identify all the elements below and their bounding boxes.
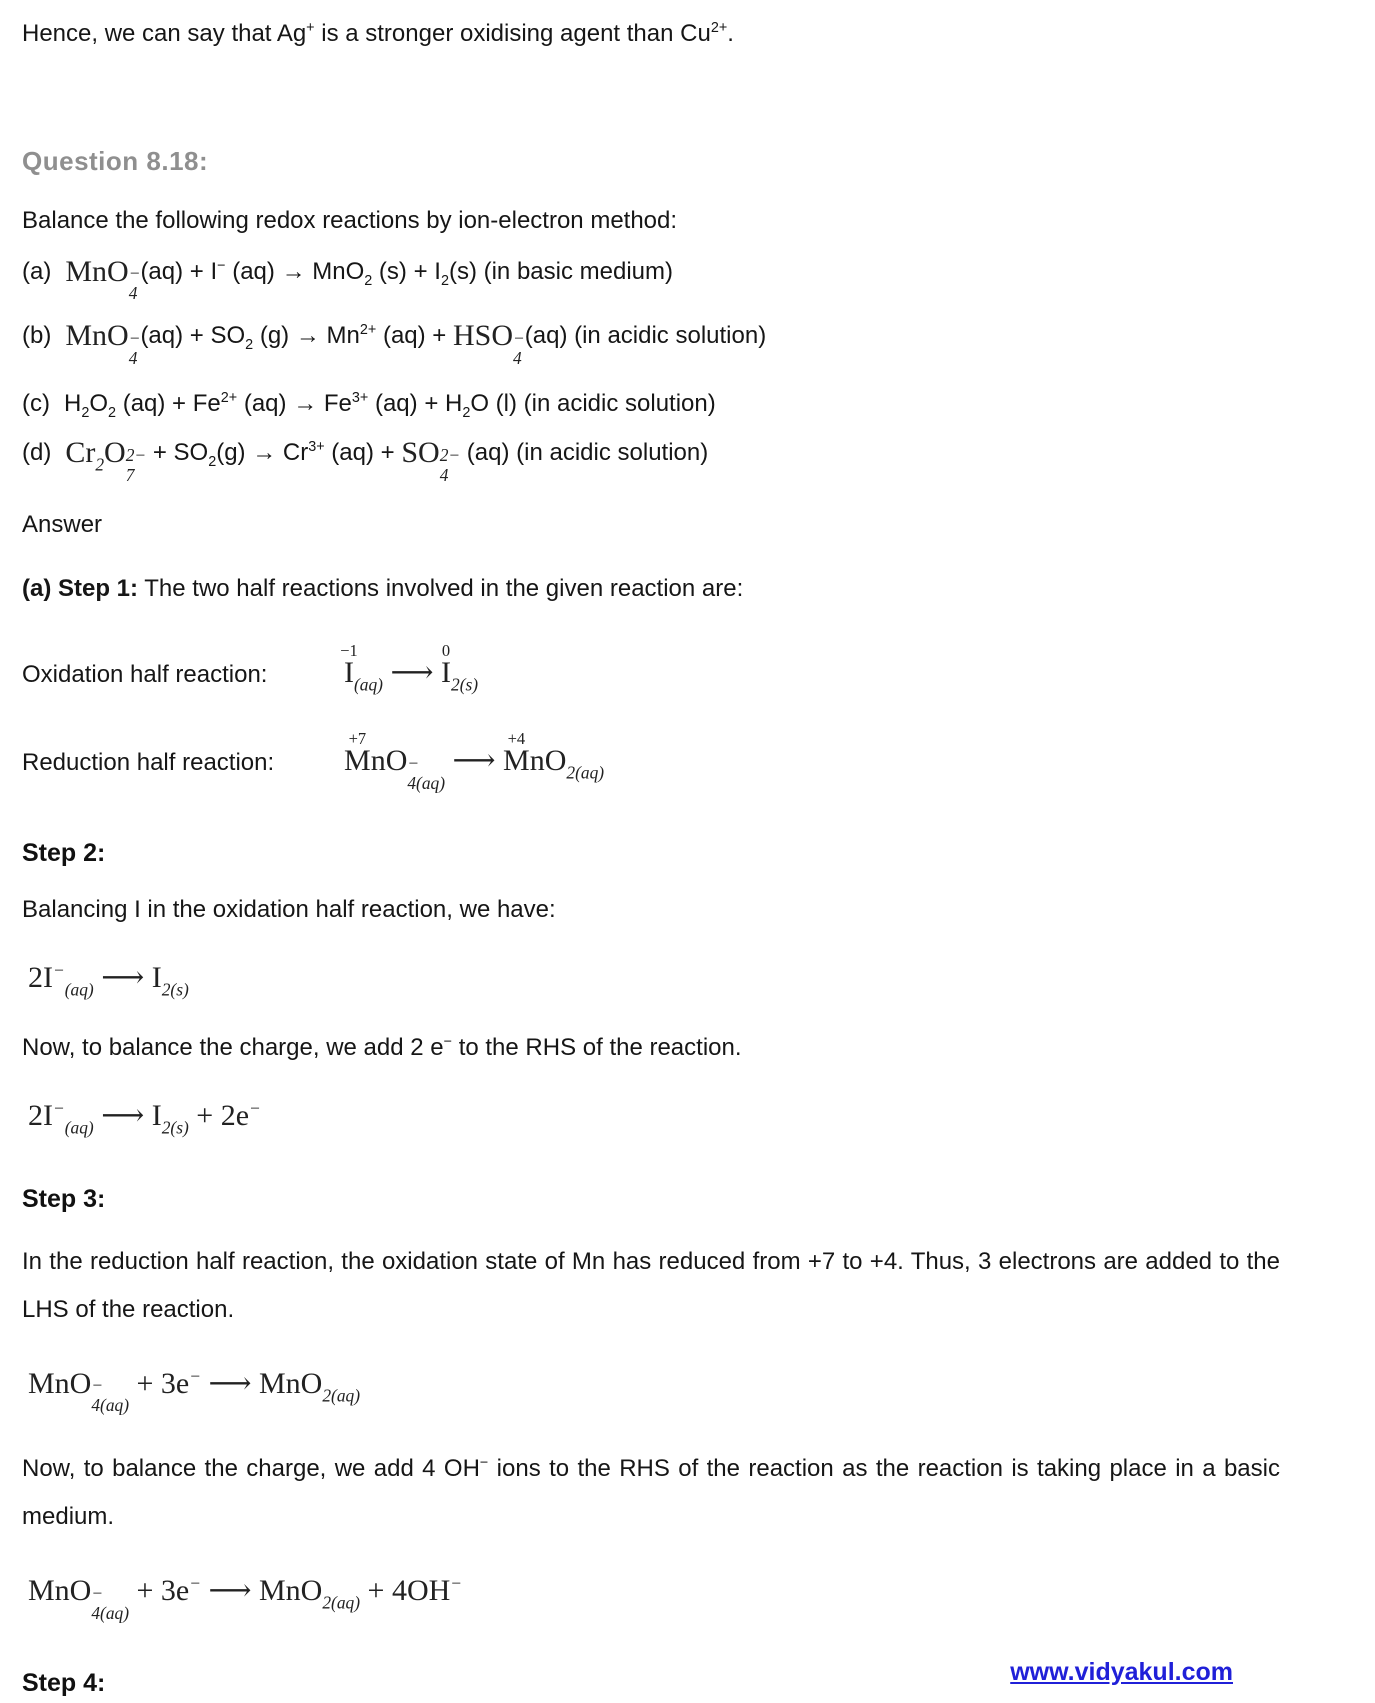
- reaction-formula: MnO − 4: [65, 319, 141, 368]
- half-reaction-equation: +7 MnO − 4(aq) ⟶ +4 MnO$_{2(aq)}$: [344, 729, 605, 793]
- reaction-formula: MnO − 4: [65, 255, 141, 304]
- reaction-text: $(aq) + SO_2$ $(g) \to Mn^{2+}$ (aq) +: [140, 322, 453, 354]
- vidyakul-link[interactable]: www.vidyakul.com: [1010, 1658, 1233, 1686]
- step3-note: Now, to balance the charge, we add 4 OH− ions to the RHS of the reaction as the reaction is taking place in a basic medium.: [22, 1455, 1280, 1531]
- reaction-text: (aq) (in acidic solution): [460, 439, 709, 467]
- reaction-label: (a): [22, 258, 52, 285]
- step2-text: Balancing I in the oxidation half reaction, we have:: [22, 895, 556, 923]
- question-heading: Question 8.18:: [22, 146, 209, 176]
- step2-heading: Step 2:: [22, 838, 106, 867]
- step3-equation-2: MnO − 4(aq) + 3e− ⟶ MnO$_{2(aq)}$ + 4OH−: [28, 1573, 463, 1623]
- question-prompt: Balance the following redox reactions by ion-electron method:: [22, 207, 678, 234]
- step3-text: In the reduction half reaction, the oxidation state of Mn has reduced from +7 to +4. Thus, 3 electrons are added to the LHS of the reaction.: [22, 1247, 1280, 1323]
- step2-equation-1: $2I^-_{(aq)}$ ⟶ $I_{2(s)}$: [28, 959, 189, 1000]
- reaction-formula: HSO − 4: [452, 319, 525, 368]
- step1-line: [22, 571, 1280, 607]
- reaction-item: [22, 255, 1280, 303]
- half-reaction-label: Reduction half reaction:: [22, 749, 275, 777]
- reaction-label: (d): [22, 439, 52, 467]
- step1-text: The two half reactions involved in the given reaction are:: [138, 574, 744, 602]
- reaction-label: (b): [22, 322, 52, 350]
- reaction-text: (aq) (in acidic solution): [524, 322, 767, 350]
- answer-label: Answer: [22, 510, 103, 538]
- reaction-item: [22, 319, 1280, 367]
- half-reaction-equation: −1 $I_{(aq)}$ ⟶ 0 $I_{2(s)}$: [340, 640, 479, 695]
- reaction-label: (c): [22, 389, 50, 417]
- half-reaction-row: [22, 640, 1280, 696]
- step2-equation-2: $2I^-_{(aq)}$ ⟶ $I_{2(s)} + 2e^-$: [28, 1098, 261, 1138]
- reaction-formula: SO 2− 4: [401, 436, 461, 485]
- reaction-formula: $Cr_2O$ 2− 7: [65, 436, 147, 485]
- intro-paragraph: Hence, we can say that Ag+ is a stronger oxidising agent than $Cu^{2+}$.: [22, 20, 734, 47]
- step3-equation-1: MnO − 4(aq) + 3e− ⟶ MnO$_{2(aq)}$: [28, 1365, 361, 1416]
- reaction-text: (aq) + I− (aq) → MnO$_2$ $(s) + I_2(s)$ (in basic medium): [140, 258, 673, 289]
- reaction-item: [22, 436, 1280, 484]
- half-reaction-list: [22, 640, 1280, 793]
- half-reaction-row: [22, 729, 1280, 793]
- step3-heading: Step 3:: [22, 1184, 106, 1213]
- reaction-text: + $SO_2(g) \to Cr^{3+}$ (aq) +: [146, 439, 402, 471]
- reaction-item: [22, 390, 1280, 421]
- step1-label: (a) Step 1:: [22, 574, 139, 602]
- step2-note: Now, to balance the charge, we add 2 e− to the RHS of the reaction.: [22, 1034, 742, 1062]
- half-reaction-label: Oxidation half reaction:: [22, 660, 268, 688]
- reaction-text: $H_2O_2$ $(aq) + Fe^{2+}$ $(aq) \to Fe^{3+}$ $(aq) + H_2O$ (l) (in acidic solution): [63, 389, 716, 421]
- step4-heading: Step 4:: [22, 1668, 106, 1697]
- reaction-list: [22, 255, 1280, 485]
